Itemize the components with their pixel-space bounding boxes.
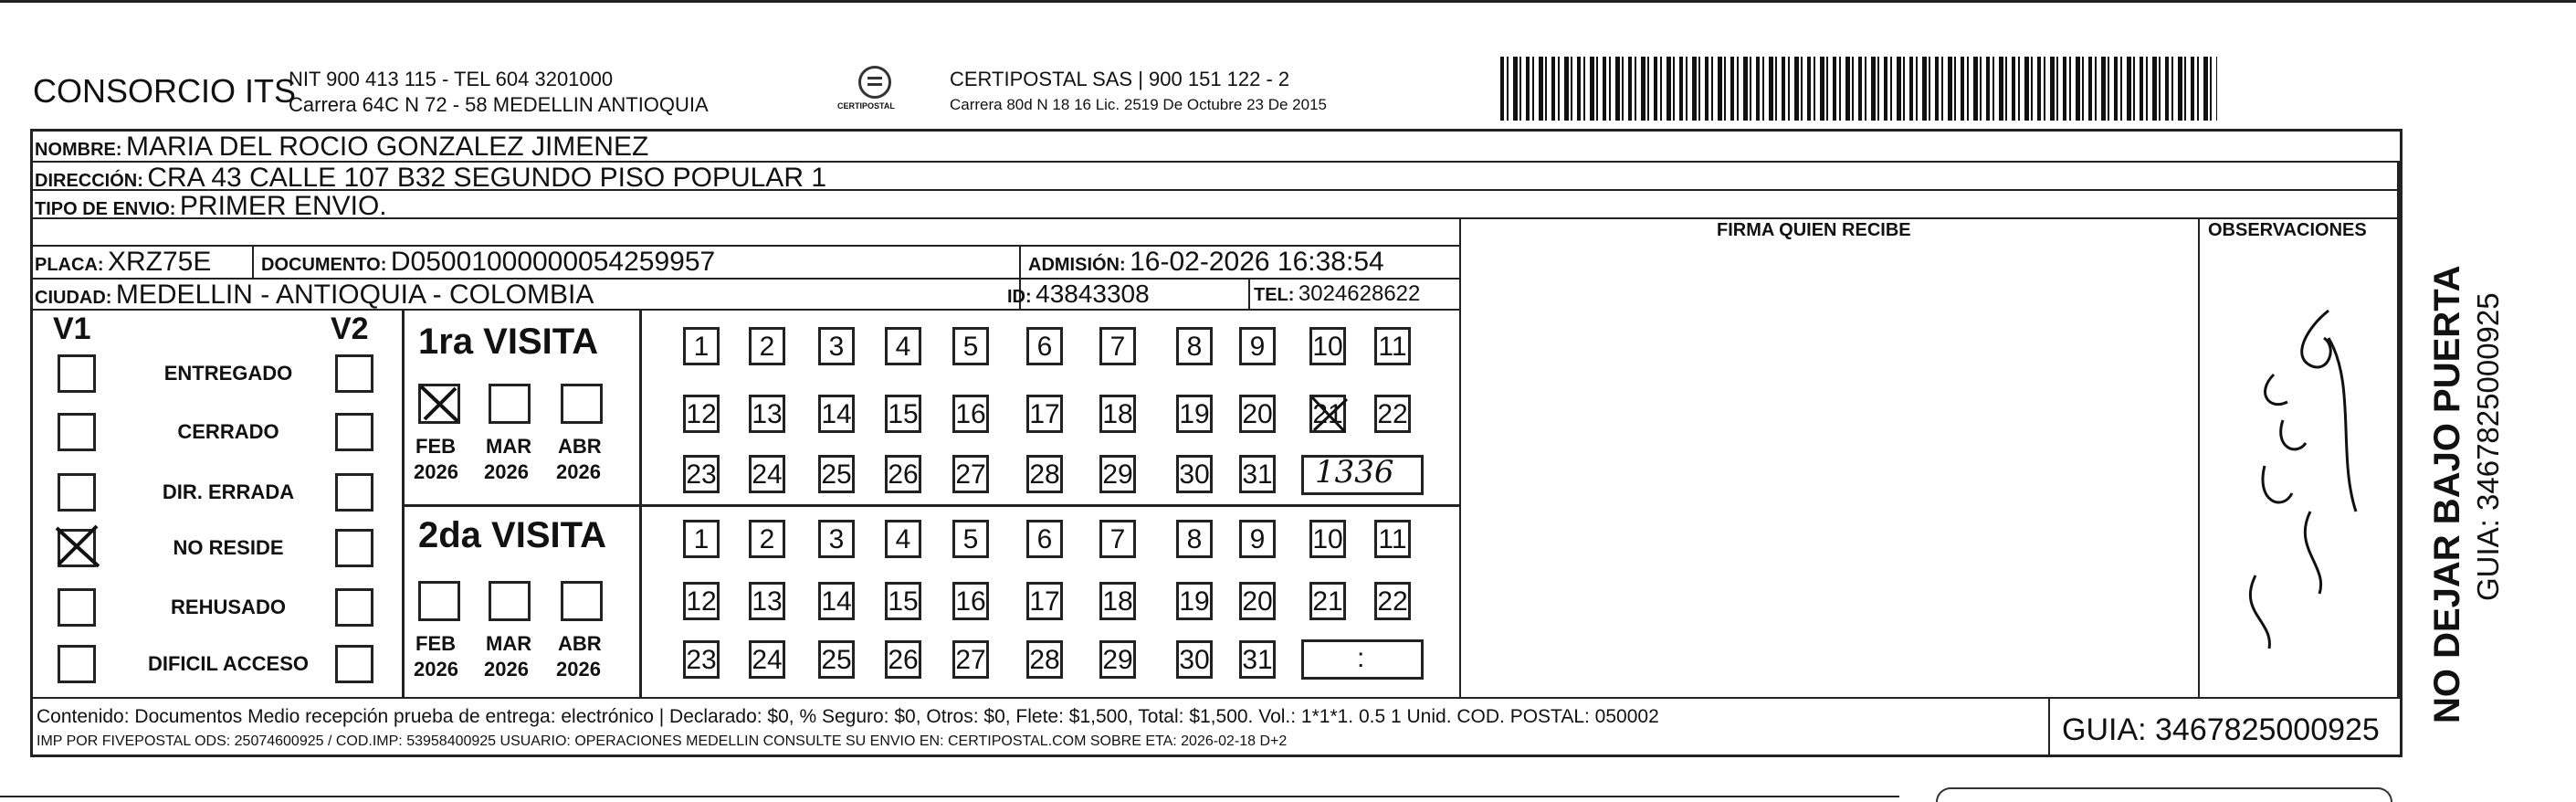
v2-checkbox[interactable] [335,588,373,627]
day-number: 28 [1029,645,1060,675]
day-number: 14 [821,586,852,617]
day-number: 4 [895,524,911,554]
day-number: 4 [895,332,911,362]
day-box[interactable] [1309,395,1346,433]
day-box[interactable] [818,327,855,365]
day-number: 9 [1249,332,1266,362]
day-box[interactable] [952,455,989,493]
id-row [1007,281,1150,307]
side-warning: NO DEJAR BAJO PUERTA [2427,265,2467,723]
day-number: 20 [1242,586,1273,617]
month-label: MAR [486,435,532,458]
v2-checkbox[interactable] [335,529,373,567]
footer-guia-div [2048,697,2050,757]
day-box[interactable] [1026,395,1063,433]
day-box[interactable] [885,455,921,493]
day-number: 31 [1242,459,1273,490]
day-box[interactable] [749,455,785,493]
day-box[interactable] [683,395,720,433]
day-box[interactable] [885,395,921,433]
day-box[interactable] [1374,395,1411,433]
month-year: 2026 [556,658,601,681]
day-number: 19 [1179,586,1210,617]
v1-checkbox[interactable] [58,588,96,627]
day-number: 27 [955,459,986,490]
day-box[interactable] [1374,582,1411,620]
documento-label: DOCUMENTO: [261,255,387,275]
month-year: 2026 [414,460,458,483]
checkmark-icon [51,521,106,572]
direccion-row [35,164,826,192]
day-box[interactable] [683,582,720,620]
first-visit-title: 1ra VISITA [418,322,599,362]
documento-value: D05001000000054259957 [390,247,716,277]
day-number: 18 [1102,399,1133,429]
day-number: 16 [955,399,986,429]
observaciones-signature [2219,274,2392,658]
month-label: MAR [486,632,532,655]
day-number: 2 [759,332,775,362]
direccion-value: CRA 43 CALLE 107 B32 SEGUNDO PISO POPULAR 1 [147,163,827,193]
top-edge [0,0,2576,3]
v1-checkbox[interactable] [58,473,96,512]
day-box[interactable] [1026,582,1063,620]
placa-row [35,248,211,276]
day-number: 10 [1312,524,1343,554]
day-box[interactable] [818,520,855,558]
day-number: 23 [686,645,717,675]
month-checkbox[interactable] [418,384,460,424]
barcode [1500,57,2217,121]
tipo-label: TIPO DE ENVIO: [35,199,176,219]
day-number: 24 [752,645,783,675]
tel-label: TEL: [1254,285,1295,305]
month-label: FEB [415,632,456,655]
day-box[interactable] [1099,455,1136,493]
v1-checkbox[interactable] [58,529,96,567]
day-number: 6 [1036,332,1053,362]
day-box[interactable] [818,395,855,433]
placa-value: XRZ75E [108,247,212,277]
day-number: 15 [888,586,919,617]
month-checkbox[interactable] [561,384,603,424]
footer-imp: IMP POR FIVEPOSTAL ODS: 25074600925 / COD.IMP: 53958400925 USUARIO: OPERACIONES MEDELLIN CONSULTE SU ENVIO EN: CERTIPOSTAL.COM SOBRE ETA: 2026-02-18 D+2 [37,733,1288,749]
day-number: 14 [821,399,852,429]
day-number: 5 [962,332,979,362]
day-box[interactable] [1239,640,1276,679]
day-box[interactable] [1239,582,1276,620]
day-box[interactable] [1099,582,1136,620]
day-box[interactable] [818,582,855,620]
day-box[interactable] [952,640,989,679]
tel-row [1254,283,1420,305]
day-box[interactable] [952,520,989,558]
documento-row [261,248,715,276]
status-div [402,309,405,697]
day-number: 7 [1109,332,1126,362]
day-number: 27 [955,645,986,675]
bottom-curve [1936,787,2392,802]
day-box[interactable] [885,520,921,558]
second-visit-time: : [1357,643,1365,673]
day-number: 1 [693,332,710,362]
day-number: 18 [1102,586,1133,617]
day-number: 3 [828,524,845,554]
day-number: 5 [962,524,979,554]
day-number: 17 [1029,586,1060,617]
day-number: 7 [1109,524,1126,554]
firma-header: FIRMA QUIEN RECIBE [1717,220,1911,240]
footer-contenido: Contenido: Documentos Medio recepción prueba de entrega: electrónico | Declarado: $0, % Seguro: $0, Otros: $0, Flete: $1,500, Total: $1,500. Vol.: 1*1*1. 0.5 1 Unid. COD. POSTAL: 050002 [37,706,1659,727]
day-number: 17 [1029,399,1060,429]
status-label: NO RESIDE [173,536,284,559]
day-box[interactable] [1176,582,1213,620]
v2-checkbox[interactable] [335,645,373,683]
bottom-edge [0,796,1899,797]
day-number: 12 [686,586,717,617]
day-box[interactable] [1239,520,1276,558]
day-box[interactable] [885,582,921,620]
ciudad-row [35,281,594,309]
nombre-label: NOMBRE: [35,140,122,160]
nombre-row [35,133,648,161]
day-box[interactable] [1239,395,1276,433]
footer-guia: GUIA: 3467825000925 [2062,712,2380,747]
v2-checkbox[interactable] [335,354,373,393]
id-value: 43843308 [1036,280,1150,308]
logo-mark [867,77,882,86]
day-box[interactable] [818,455,855,493]
day-box[interactable] [885,640,921,679]
company-nit: NIT 900 413 115 - TEL 604 3201000 [289,68,614,90]
day-number: 8 [1186,332,1203,362]
day-number: 23 [686,459,717,490]
day-number: 29 [1102,459,1133,490]
day-box[interactable] [1309,582,1346,620]
v2-checkbox[interactable] [335,413,373,451]
day-box[interactable] [1176,640,1213,679]
day-box[interactable] [1099,640,1136,679]
day-box[interactable] [1176,395,1213,433]
month-checkbox[interactable] [561,581,603,621]
day-number: 11 [1378,332,1407,362]
day-number: 22 [1377,586,1408,617]
certipostal-title: CERTIPOSTAL SAS | 900 151 122 - 2 [950,68,1290,90]
day-box[interactable] [1176,455,1213,493]
observaciones-header: OBSERVACIONES [2208,220,2367,240]
col-obs-right [2397,161,2400,697]
day-number: 13 [752,586,783,617]
months-div [639,309,642,697]
tel-value: 3024628622 [1298,281,1421,306]
day-number: 31 [1242,645,1273,675]
col-obs-left [2198,217,2200,697]
day-number: 22 [1377,399,1408,429]
direccion-label: DIRECCIÓN: [35,171,143,191]
month-year: 2026 [484,460,529,483]
day-box[interactable] [1099,327,1136,365]
day-number: 8 [1186,524,1203,554]
day-number: 10 [1312,332,1343,362]
day-number: 3 [828,332,845,362]
month-checkbox[interactable] [418,581,460,621]
day-number: 28 [1029,459,1060,490]
first-visit-time: 1336 [1315,454,1394,491]
placa-label: PLACA: [35,255,104,275]
month-label: ABR [558,435,602,458]
month-label: FEB [415,435,456,458]
v1-checkbox[interactable] [58,645,96,683]
side-guia: GUIA: 3467825000925 [2471,292,2505,601]
month-checkbox[interactable] [489,384,531,424]
status-label: DIR. ERRADA [162,480,295,503]
month-year: 2026 [484,658,529,681]
nombre-value: MARIA DEL ROCIO GONZALEZ JIMENEZ [126,132,649,162]
day-box[interactable] [683,640,720,679]
day-number: 2 [759,524,775,554]
admision-label: ADMISIÓN: [1028,255,1126,275]
day-box[interactable] [1309,520,1346,558]
day-number: 25 [821,459,852,490]
v1-checkbox[interactable] [58,354,96,393]
day-box[interactable] [1176,327,1213,365]
status-label: REHUSADO [171,596,286,618]
day-box[interactable] [683,520,720,558]
day-number: 15 [888,399,919,429]
day-box[interactable] [1026,640,1063,679]
day-number: 29 [1102,645,1133,675]
day-number: 6 [1036,524,1053,554]
visit-div [402,504,1461,507]
day-box[interactable] [1026,327,1063,365]
checkmark-icon [415,381,463,427]
status-label: ENTREGADO [163,362,293,385]
month-label: ABR [558,632,602,655]
day-box[interactable] [683,327,720,365]
company-address: Carrera 64C N 72 - 58 MEDELLIN ANTIOQUIA [289,93,709,116]
ciudad-label: CIUDAD: [35,288,112,308]
month-checkbox[interactable] [489,581,531,621]
col-firma-left [1459,217,1461,697]
logo-text: CERTIPOSTAL [837,101,895,111]
day-number: 16 [955,586,986,617]
tipo-row [35,193,387,220]
v2-checkbox[interactable] [335,473,373,512]
day-number: 24 [752,459,783,490]
day-number: 9 [1249,524,1266,554]
day-number: 13 [752,399,783,429]
day-number: 20 [1242,399,1273,429]
day-box[interactable] [1374,327,1411,365]
day-box[interactable] [1099,520,1136,558]
day-box[interactable] [1374,520,1411,558]
checkmark-icon [1309,394,1351,436]
form-frame [30,129,2403,757]
admision-row [1028,248,1384,276]
day-number: 30 [1179,645,1210,675]
day-number: 26 [888,459,919,490]
day-box[interactable] [1099,395,1136,433]
footer-line [30,697,2403,699]
day-box[interactable] [749,520,785,558]
day-box[interactable] [1309,327,1346,365]
v2-label: V2 [331,311,369,346]
day-box[interactable] [1239,455,1276,493]
day-number: 12 [686,399,717,429]
day-box[interactable] [1026,520,1063,558]
day-box[interactable] [749,640,785,679]
day-number: 11 [1378,524,1407,554]
day-box[interactable] [683,455,720,493]
day-number: 30 [1179,459,1210,490]
day-number: 19 [1179,399,1210,429]
day-box[interactable] [1176,520,1213,558]
tel-div [1248,278,1250,309]
v1-checkbox[interactable] [58,413,96,451]
day-box[interactable] [818,640,855,679]
month-year: 2026 [414,658,458,681]
admision-value: 16-02-2026 16:38:54 [1130,247,1384,277]
ciudad-value: MEDELLIN - ANTIOQUIA - COLOMBIA [115,280,594,310]
day-number: 21 [1312,586,1343,617]
day-box[interactable] [749,327,785,365]
company-name: CONSORCIO ITS [33,72,297,110]
day-box[interactable] [952,327,989,365]
tipo-value: PRIMER ENVIO. [179,191,387,221]
day-number: 1 [693,524,710,554]
status-label: DIFICIL ACCESO [147,652,309,675]
day-box[interactable] [749,395,785,433]
placa-div [252,245,254,278]
day-number: 26 [888,645,919,675]
day-box[interactable] [1239,327,1276,365]
day-box[interactable] [749,582,785,620]
day-number: 21 [1312,399,1343,429]
id-label: ID: [1007,287,1032,307]
status-label: CERRADO [177,420,279,443]
day-box[interactable] [952,395,989,433]
certipostal-address: Carrera 80d N 18 16 Lic. 2519 De Octubre 23 De 2015 [950,96,1327,113]
second-visit-title: 2da VISITA [418,515,606,555]
v1-label: V1 [53,311,91,346]
day-number: 25 [821,645,852,675]
day-box[interactable] [952,582,989,620]
day-box[interactable] [1026,455,1063,493]
day-box[interactable] [885,327,921,365]
month-year: 2026 [556,460,601,483]
